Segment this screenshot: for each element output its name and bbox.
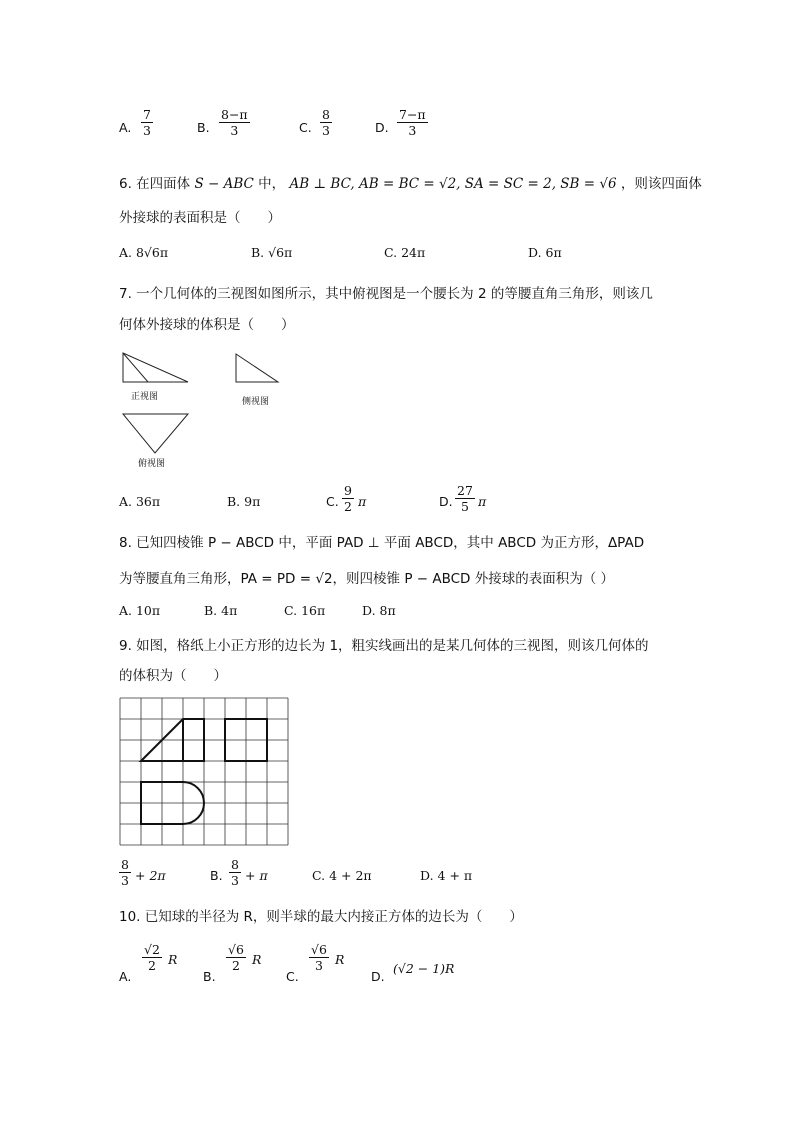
- numerator: 8: [322, 107, 330, 122]
- q9-grid-figure: [118, 696, 292, 848]
- q8-option-d: D. 8π: [362, 603, 396, 618]
- q7-option-d-pi: π: [478, 494, 487, 509]
- numerator: 8: [231, 857, 239, 872]
- q6-stem-line1: [119, 172, 702, 192]
- denominator: 2: [147, 958, 156, 973]
- q7-option-c-pi: π: [358, 494, 367, 509]
- q7-option-c-fraction: [342, 483, 354, 514]
- q9-stem-line1: 9. 如图，格纸上小正方形的边长为 1，粗实线画出的是某几何体的三视图，则该几何体的: [119, 638, 649, 654]
- denominator: 3: [314, 958, 323, 973]
- denominator: 2: [231, 958, 240, 973]
- q10-option-a-fraction: [142, 942, 162, 973]
- q6-text-e: ，则该四面体: [620, 176, 702, 192]
- side-view-label: 侧视图: [242, 397, 270, 407]
- numerator: 7−π: [399, 107, 426, 122]
- front-view-triangle: [123, 353, 188, 382]
- q7-option-d-label: D.: [439, 494, 453, 509]
- q6-stem-line2: 外接球的表面积是（ ）: [119, 210, 281, 226]
- q10-option-b-label: B.: [203, 969, 216, 984]
- side-view-triangle: [236, 354, 278, 382]
- q5-option-b-label: B.: [197, 120, 210, 135]
- q8-stem-line2: 为等腰直角三角形，PA = PD = √2，则四棱锥 P − ABCD 外接球的表面积为（ ）: [119, 571, 615, 587]
- q10-option-b-tail: R: [252, 952, 262, 967]
- q10-option-c-tail: R: [335, 952, 345, 967]
- q6-option-c: C. 24π: [384, 245, 426, 260]
- q6-option-a: A. 8√6π: [119, 245, 169, 260]
- q6-condition: AB ⊥ BC, AB = BC = √2, SA = SC = 2, SB = √6: [289, 176, 617, 192]
- q8-option-b: B. 4π: [204, 603, 238, 618]
- top-view-label: 俯视图: [138, 459, 166, 469]
- q8-stem-line1: 8. 已知四棱锥 P − ABCD 中，平面 PAD ⊥ 平面 ABCD，其中 ABCD 为正方形，ΔPAD: [119, 535, 645, 551]
- q10-option-a-tail: R: [168, 952, 178, 967]
- q7-three-views-figure: [118, 348, 298, 473]
- q10-option-d-expr: (√2 − 1)R: [393, 961, 455, 976]
- numerator: 7: [143, 107, 151, 122]
- q6-text-a: 6. 在四面体: [119, 176, 191, 192]
- q10-stem-line1: 10. 已知球的半径为 R，则半球的最大内接正方体的边长为（ ）: [119, 909, 523, 925]
- q9-option-c: C. 4 + 2π: [312, 868, 372, 883]
- denominator: 5: [460, 499, 469, 514]
- numerator: √6: [311, 942, 327, 957]
- q10-option-a-label: A.: [119, 969, 132, 984]
- q10-option-c-label: C.: [286, 969, 299, 984]
- q9-option-a-tail: + 2π: [135, 868, 166, 883]
- denominator: 3: [143, 123, 151, 138]
- denominator: 3: [408, 123, 417, 138]
- top-view-triangle: [123, 414, 188, 453]
- q9-option-d: D. 4 + π: [420, 868, 473, 883]
- q7-option-b: B. 9π: [227, 494, 261, 509]
- numerator: 8: [121, 857, 129, 872]
- q5-option-d-label: D.: [375, 120, 389, 135]
- q8-option-c: C. 16π: [284, 603, 326, 618]
- q9-option-a-fraction: [119, 857, 131, 888]
- q7-option-a: A. 36π: [119, 494, 161, 509]
- q6-option-d: D. 6π: [528, 245, 562, 260]
- denominator: 3: [231, 873, 239, 888]
- q7-option-d-fraction: [455, 483, 475, 514]
- q9-stem-line2: 的体积为（ ）: [119, 668, 227, 684]
- q5-option-d-fraction: [397, 107, 428, 138]
- denominator: 3: [322, 123, 330, 138]
- front-view-label: 正视图: [131, 392, 159, 402]
- q5-option-c-label: C.: [299, 120, 312, 135]
- q6-option-b: B. √6π: [251, 245, 293, 260]
- numerator: √6: [228, 942, 244, 957]
- q5-option-a-fraction: [141, 107, 153, 138]
- q6-text-c: 中，: [258, 176, 286, 192]
- q10-option-c-fraction: [309, 942, 329, 973]
- q10-option-d-label: D.: [371, 969, 385, 984]
- q10-option-b-fraction: [226, 942, 246, 973]
- q5-option-a-label: A.: [119, 120, 132, 135]
- q6-tetrahedron: S − ABC: [194, 176, 254, 192]
- q7-stem-line2: 何体外接球的体积是（ ）: [119, 317, 295, 333]
- denominator: 3: [230, 123, 239, 138]
- q5-option-b-fraction: [219, 107, 250, 138]
- numerator: √2: [144, 942, 160, 957]
- numerator: 8−π: [221, 107, 248, 122]
- q9-option-b-fraction: [229, 857, 241, 888]
- q8-option-a: A. 10π: [119, 603, 161, 618]
- denominator: 2: [344, 499, 352, 514]
- denominator: 3: [121, 873, 129, 888]
- q9-option-b-label: B.: [210, 868, 223, 883]
- q7-option-c-label: C.: [326, 494, 339, 509]
- numerator: 9: [344, 483, 352, 498]
- q7-stem-line1: 7. 一个几何体的三视图如图所示，其中俯视图是一个腰长为 2 的等腰直角三角形，则该几: [119, 286, 653, 302]
- q5-option-c-fraction: [320, 107, 332, 138]
- q9-option-b-tail: + π: [245, 868, 268, 883]
- numerator: 27: [457, 483, 473, 498]
